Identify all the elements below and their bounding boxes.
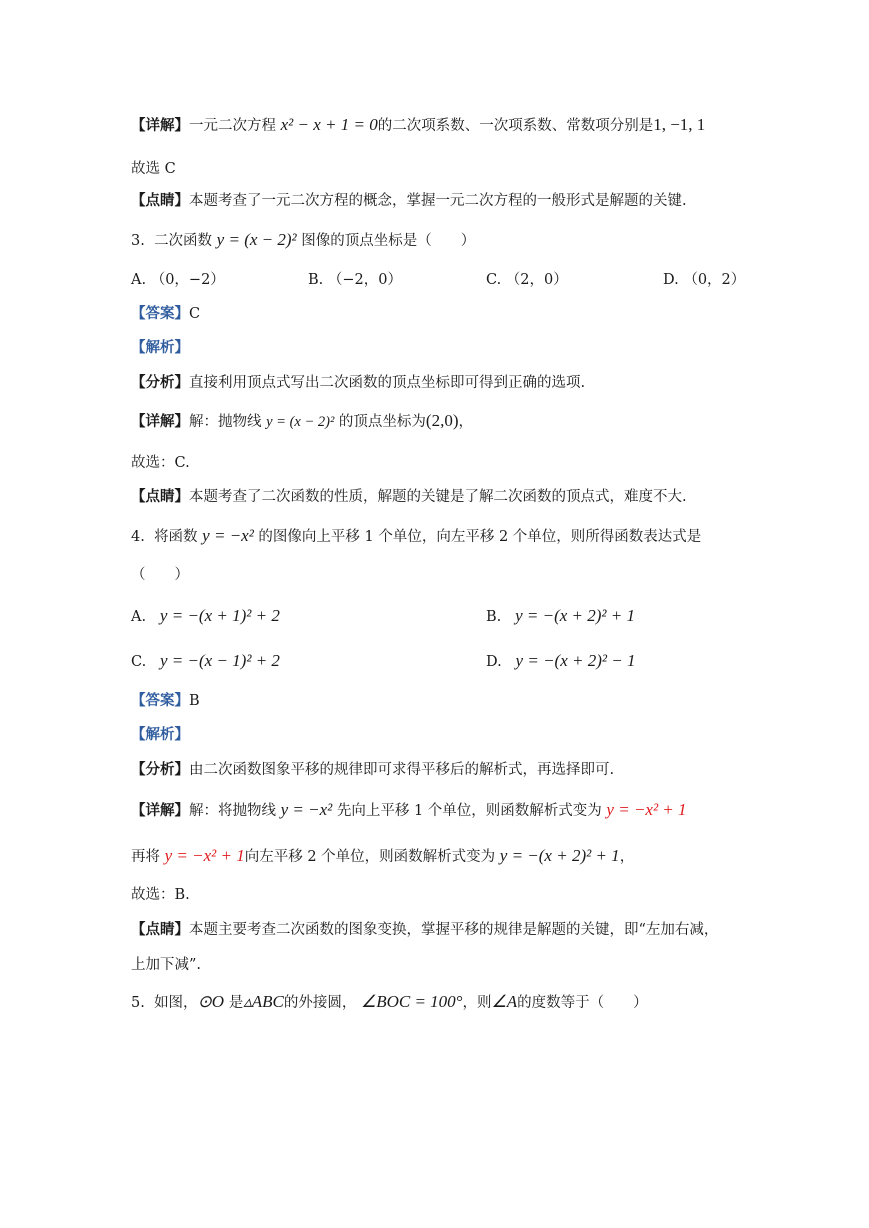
text: 的顶点坐标为 bbox=[338, 414, 426, 430]
circle-symbol: ⊙O bbox=[197, 992, 225, 1011]
choose-line-q4: 故选：B. bbox=[131, 887, 190, 903]
detail-line-q3 bbox=[131, 410, 473, 433]
equation: y = −x² bbox=[202, 526, 254, 545]
text: 是 bbox=[228, 995, 244, 1011]
analysis-q3 bbox=[131, 337, 189, 359]
text: 的外接圆， bbox=[283, 995, 357, 1011]
triangle-symbol: ▵ABC bbox=[243, 992, 284, 1011]
question-number: 4. bbox=[131, 529, 145, 545]
equation: y = −x² bbox=[280, 800, 333, 819]
comment-line-q4 bbox=[131, 919, 718, 941]
option-equation: y = −(x + 2)² + 1 bbox=[515, 606, 635, 625]
question-number: 5. bbox=[131, 995, 145, 1011]
text: ， bbox=[458, 414, 473, 430]
text: 直接利用顶点式写出二次函数的顶点坐标即可得到正确的选项. bbox=[189, 375, 586, 391]
choose-line-q3: 故选：C. bbox=[131, 455, 190, 471]
equation-highlight: y = −x² + 1 bbox=[164, 846, 245, 865]
equation: y = −(x + 2)² + 1 bbox=[499, 846, 620, 865]
analysis-line-q3 bbox=[131, 372, 585, 394]
question-5 bbox=[131, 991, 648, 1014]
question-4-blank: （ ） bbox=[131, 567, 189, 583]
answer-q3 bbox=[131, 303, 200, 325]
section-tag: 【点睛】 bbox=[131, 488, 189, 505]
option-equation: y = −(x − 1)² + 2 bbox=[160, 651, 280, 670]
option-b: B. （−2，0） bbox=[308, 272, 402, 288]
section-tag: 【分析】 bbox=[131, 374, 189, 391]
comment-line-q3 bbox=[131, 486, 687, 508]
answer-q4 bbox=[131, 690, 200, 712]
choose-line-q2: 故选 C bbox=[131, 161, 176, 177]
detail-line-q2 bbox=[131, 114, 705, 137]
text: ，则 bbox=[462, 995, 492, 1011]
section-tag: 【详解】 bbox=[131, 117, 189, 134]
section-tag: 【点睛】 bbox=[131, 192, 189, 209]
section-tag: 【答案】 bbox=[131, 305, 189, 322]
text: 的度数等于（ ） bbox=[517, 995, 648, 1011]
equation: x² − x + 1 = 0 bbox=[280, 115, 378, 134]
analysis-q4 bbox=[131, 724, 189, 746]
comment-line-q2 bbox=[131, 190, 687, 212]
section-tag: 【详解】 bbox=[131, 802, 189, 819]
option-b bbox=[486, 605, 635, 628]
section-tag: 【点睛】 bbox=[131, 921, 189, 938]
option-label: A. bbox=[131, 609, 147, 625]
equation-highlight: y = −x² + 1 bbox=[606, 800, 687, 819]
text: 将函数 bbox=[154, 529, 198, 545]
question-number: 3. bbox=[131, 233, 145, 249]
text: ， bbox=[619, 849, 635, 865]
text: 本题主要考查二次函数的图象变换，掌握平移的规律是解题的关键，即“左加右减， bbox=[189, 922, 719, 938]
comment-line-q4-2: 上加下减”. bbox=[131, 957, 202, 973]
option-c bbox=[131, 650, 280, 673]
detail-line-q4 bbox=[131, 799, 687, 822]
answer: C bbox=[189, 306, 201, 322]
text: 一元二次方程 bbox=[189, 118, 276, 134]
text: 解：抛物线 bbox=[189, 414, 262, 430]
option-d: D. （0，2） bbox=[663, 272, 746, 288]
option-c: C. （2，0） bbox=[486, 272, 568, 288]
option-label: D. bbox=[486, 654, 502, 670]
question-3 bbox=[131, 229, 475, 252]
text: 解：将抛物线 bbox=[189, 803, 276, 819]
text: 的二次项系数、一次项系数、常数项分别是 bbox=[377, 118, 654, 134]
section-tag: 【解析】 bbox=[131, 339, 189, 356]
option-label: C. bbox=[131, 654, 147, 670]
text: 本题考查了一元二次方程的概念，掌握一元二次方程的一般形式是解题的关键. bbox=[189, 193, 687, 209]
detail-line-q4-2 bbox=[131, 845, 634, 868]
equation: y = (x − 2)² bbox=[216, 230, 297, 249]
angle-a: ∠A bbox=[491, 992, 518, 1011]
coefficients: 1, −1, 1 bbox=[653, 115, 706, 134]
text: 向左平移 2 个单位，则函数解析式变为 bbox=[244, 849, 496, 865]
equation: y = (x − 2)² bbox=[266, 414, 335, 430]
text: 如图， bbox=[154, 995, 198, 1011]
answer: B bbox=[189, 693, 200, 709]
section-tag: 【答案】 bbox=[131, 692, 189, 709]
section-tag: 【详解】 bbox=[131, 413, 189, 430]
text: 的图像向上平移 1 个单位，向左平移 2 个单位，则所得函数表达式是 bbox=[258, 529, 702, 545]
vertex-point: (2,0) bbox=[425, 411, 459, 430]
text: 图像的顶点坐标是（ ） bbox=[301, 233, 476, 249]
section-tag: 【解析】 bbox=[131, 726, 189, 743]
option-a: A. （0，−2） bbox=[131, 272, 225, 288]
option-d bbox=[486, 650, 635, 673]
option-label: B. bbox=[486, 609, 502, 625]
analysis-line-q4 bbox=[131, 759, 614, 781]
text: 二次函数 bbox=[154, 233, 213, 249]
text: 再将 bbox=[131, 849, 160, 865]
option-equation: y = −(x + 1)² + 2 bbox=[159, 606, 280, 625]
section-tag: 【分析】 bbox=[131, 761, 189, 778]
question-4 bbox=[131, 525, 701, 548]
text: 本题考查了二次函数的性质，解题的关键是了解二次函数的顶点式，难度不大. bbox=[189, 489, 687, 505]
text: 先向上平移 1 个单位，则函数解析式变为 bbox=[336, 803, 602, 819]
text: 由二次函数图象平移的规律即可求得平移后的解析式，再选择即可. bbox=[189, 762, 615, 778]
angle-expression: ∠BOC = 100° bbox=[360, 992, 463, 1011]
option-a bbox=[131, 605, 280, 628]
option-equation: y = −(x + 2)² − 1 bbox=[515, 651, 636, 670]
